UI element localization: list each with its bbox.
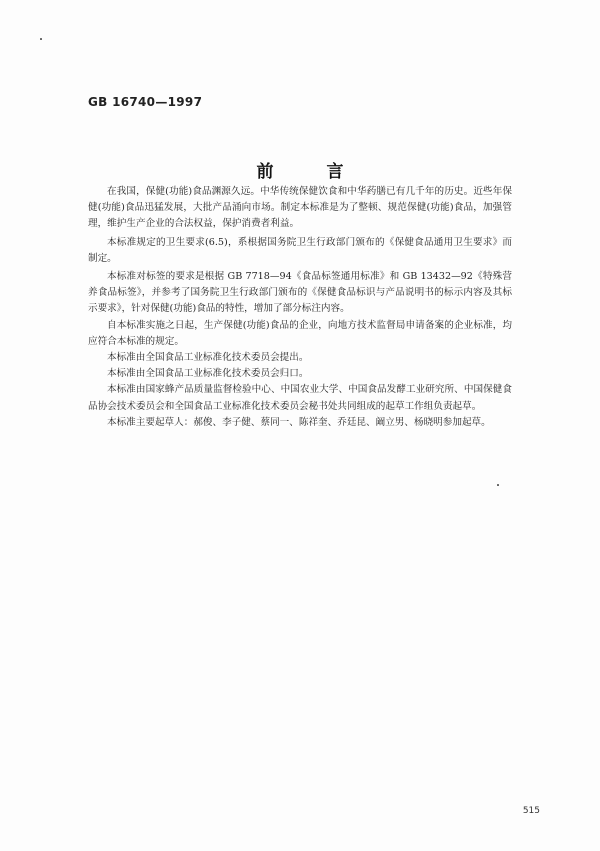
standard-code: GB 16740—1997	[88, 95, 203, 109]
paragraph-implementation: 自本标准实施之日起，生产保健(功能)食品的企业，向地方技术监督局申请备案的企业标准，均应符合本标准的规定。	[88, 319, 512, 347]
scan-speck	[40, 38, 42, 40]
paragraph-labeling-requirements: 本标准对标签的要求是根据 GB 7718—94《食品标签通用标准》和 GB 13432—92《特殊营养食品标签》，并参考了国务院卫生行政部门颁布的《保健食品标识与产品说明书的标示内容及其标示要求》，针对保健(功能)食品的特性，增加了部分标注内容。	[88, 271, 512, 315]
paragraph-proposed-by: 本标准由全国食品工业标准化技术委员会提出。	[107, 352, 309, 364]
paragraph-administered-by: 本标准由全国食品工业标准化技术委员会归口。	[107, 368, 309, 380]
page-number: 515	[522, 806, 540, 816]
paragraph-hygiene-requirements: 本标准规定的卫生要求(6.5)，系根据国务院卫生行政部门颁布的《保健食品通用卫生要求》而制定。	[88, 236, 512, 264]
foreword-body	[88, 184, 512, 431]
scan-speck	[497, 484, 499, 486]
page-title: 前 言	[256, 162, 362, 182]
paragraph-drafters: 本标准主要起草人：郝俊、李子健、蔡同一、陈祥奎、乔廷昆、阚立男、杨晓明参加起草。	[107, 416, 491, 428]
paragraph-intro: 在我国，保健(功能)食品渊源久远。中华传统保健饮食和中华药膳已有几千年的历史。近些年保健(功能)食品迅猛发展，大批产品涌向市场。制定本标准是为了整顿、规范保健(功能)食品，加强管理，维护生产企业的合法权益，保护消费者利益。	[88, 186, 512, 230]
paragraph-drafting-organizations: 本标准由国家蜂产品质量监督检验中心、中国农业大学、中国食品发酵工业研究所、中国保健食品协会技术委员会和全国食品工业标准化技术委员会秘书处共同组成的起草工作组负责起草。	[88, 384, 512, 412]
